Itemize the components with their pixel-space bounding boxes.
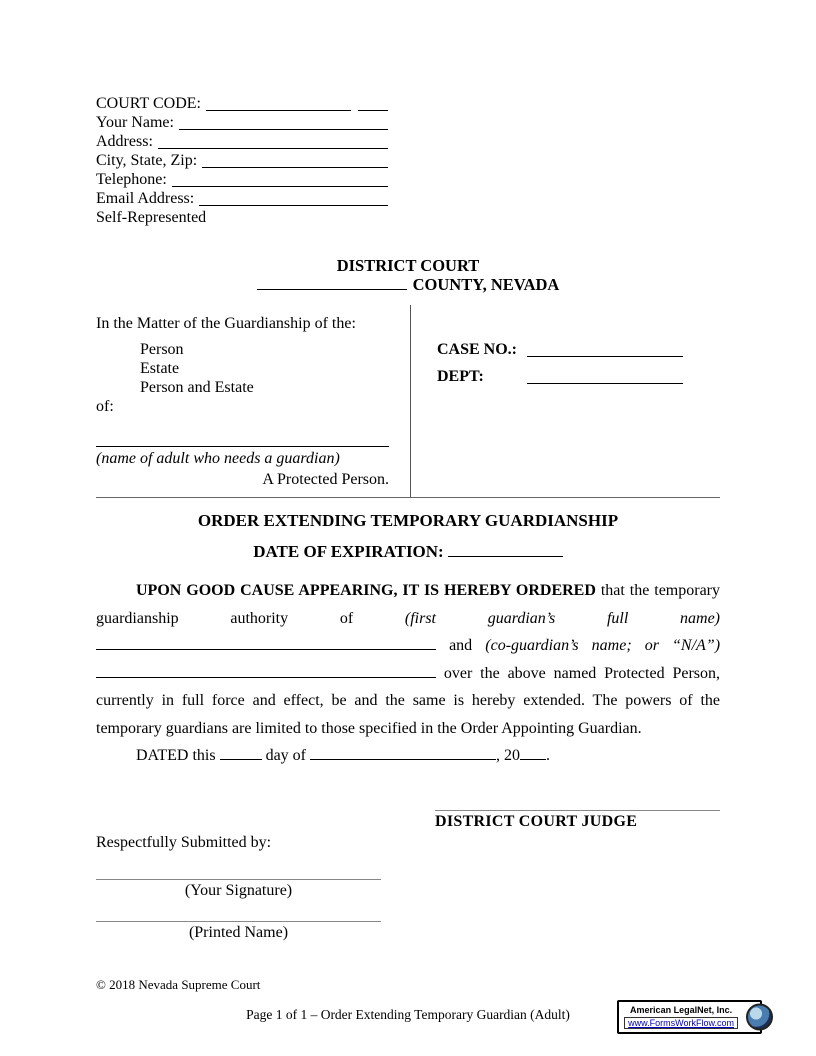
court-heading <box>96 256 720 294</box>
copyright-notice: © 2018 Nevada Supreme Court <box>96 977 261 992</box>
telephone-line <box>96 170 388 189</box>
case-number-blank <box>527 341 683 357</box>
your-signature-caption: (Your Signature) <box>184 881 293 899</box>
dept-label: DEPT: <box>437 368 484 385</box>
case-number-line <box>437 341 720 359</box>
dated-year-blank <box>520 747 546 760</box>
globe-icon <box>746 1004 773 1031</box>
first-guardian-hint: (first guardian’s full name) <box>404 609 721 627</box>
district-court-title: DISTRICT COURT <box>336 256 480 275</box>
dated-month-blank <box>310 747 496 760</box>
dept-line <box>437 368 720 386</box>
protected-person-name-blank <box>96 416 389 447</box>
guardianship-type-estate: Estate <box>140 360 180 377</box>
guardianship-type-options <box>140 340 410 397</box>
your-name-label: Your Name: <box>96 114 174 131</box>
ordered-clause: UPON GOOD CAUSE APPEARING, IT IS HEREBY ORDERED <box>136 582 596 599</box>
telephone-label: Telephone: <box>96 171 167 188</box>
your-name-line <box>96 113 388 132</box>
order-text-1: that the temporary guardianship authority of <box>96 582 720 627</box>
of-label: of: <box>96 398 114 415</box>
dated-day-blank <box>220 747 262 760</box>
order-title: ORDER EXTENDING TEMPORARY GUARDIANSHIP <box>197 511 619 530</box>
expiration-date-blank <box>448 543 563 557</box>
your-name-blank <box>179 113 388 130</box>
address-line <box>96 132 388 151</box>
printed-name-caption: (Printed Name) <box>188 923 289 941</box>
dated-line <box>96 742 720 770</box>
dated-day-of: day of <box>265 747 306 764</box>
co-guardian-hint: (co-guardian’s name; or “N/A”) <box>485 637 721 654</box>
order-text-and: and <box>449 637 473 654</box>
protected-person-label: A Protected Person. <box>262 471 389 488</box>
email-line <box>96 189 388 208</box>
name-hint: (name of adult who needs a guardian) <box>96 450 340 467</box>
page-footer: Page 1 of 1 – Order Extending Temporary Guardian (Adult) <box>246 1007 570 1022</box>
order-text-closing: over the above named Protected Person, currently in full force and effect, be and the same is hereby extended. The powers of the temporary guardians are limited to those specified in the Order Appointing Guardian. <box>96 664 721 737</box>
submitted-by-label: Respectfully Submitted by: <box>96 833 272 851</box>
your-signature-block <box>96 879 381 900</box>
dated-prefix: DATED this <box>136 747 216 764</box>
expiration-line <box>96 542 720 562</box>
matter-line: In the Matter of the Guardianship of the: <box>96 315 356 332</box>
county-line <box>96 275 720 294</box>
court-code-blank-2 <box>358 94 388 111</box>
legalnet-logo-box <box>617 1000 762 1034</box>
county-name-blank <box>257 277 407 290</box>
city-state-zip-blank <box>202 151 388 168</box>
email-label: Email Address: <box>96 190 195 207</box>
printed-name-block <box>96 921 381 942</box>
case-caption <box>96 305 720 498</box>
case-number-label: CASE NO.: <box>437 341 518 358</box>
email-blank <box>199 189 388 206</box>
expiration-label: DATE OF EXPIRATION: <box>253 542 444 561</box>
city-state-zip-label: City, State, Zip: <box>96 152 198 169</box>
dept-blank <box>527 368 683 384</box>
formsworkflow-link[interactable]: www.FormsWorkFlow.com <box>624 1017 738 1029</box>
dated-year-prefix: , 20 <box>496 747 520 764</box>
legalnet-name: American LegalNet, Inc. <box>630 1005 733 1015</box>
caption-right-column <box>411 305 720 497</box>
filer-info-block <box>96 94 720 227</box>
co-guardian-name-blank <box>96 665 436 678</box>
telephone-blank <box>172 170 388 187</box>
self-represented-label: Self-Represented <box>96 209 207 226</box>
city-state-zip-line <box>96 151 388 170</box>
judge-title-label: DISTRICT COURT JUDGE <box>435 812 638 830</box>
guardianship-type-person: Person <box>140 341 184 358</box>
caption-left-column <box>96 305 411 497</box>
judge-signature-block <box>435 810 720 831</box>
order-body <box>96 577 720 770</box>
guardianship-type-person-and-estate: Person and Estate <box>140 379 254 396</box>
order-paragraph <box>96 577 720 742</box>
address-blank <box>158 132 388 149</box>
court-code-blank <box>206 94 351 111</box>
court-code-label: COURT CODE: <box>96 95 201 112</box>
dated-period: . <box>546 747 550 764</box>
county-suffix: COUNTY, NEVADA <box>412 275 560 294</box>
first-guardian-name-blank <box>96 637 436 650</box>
court-code-line <box>96 94 388 113</box>
address-label: Address: <box>96 133 153 150</box>
